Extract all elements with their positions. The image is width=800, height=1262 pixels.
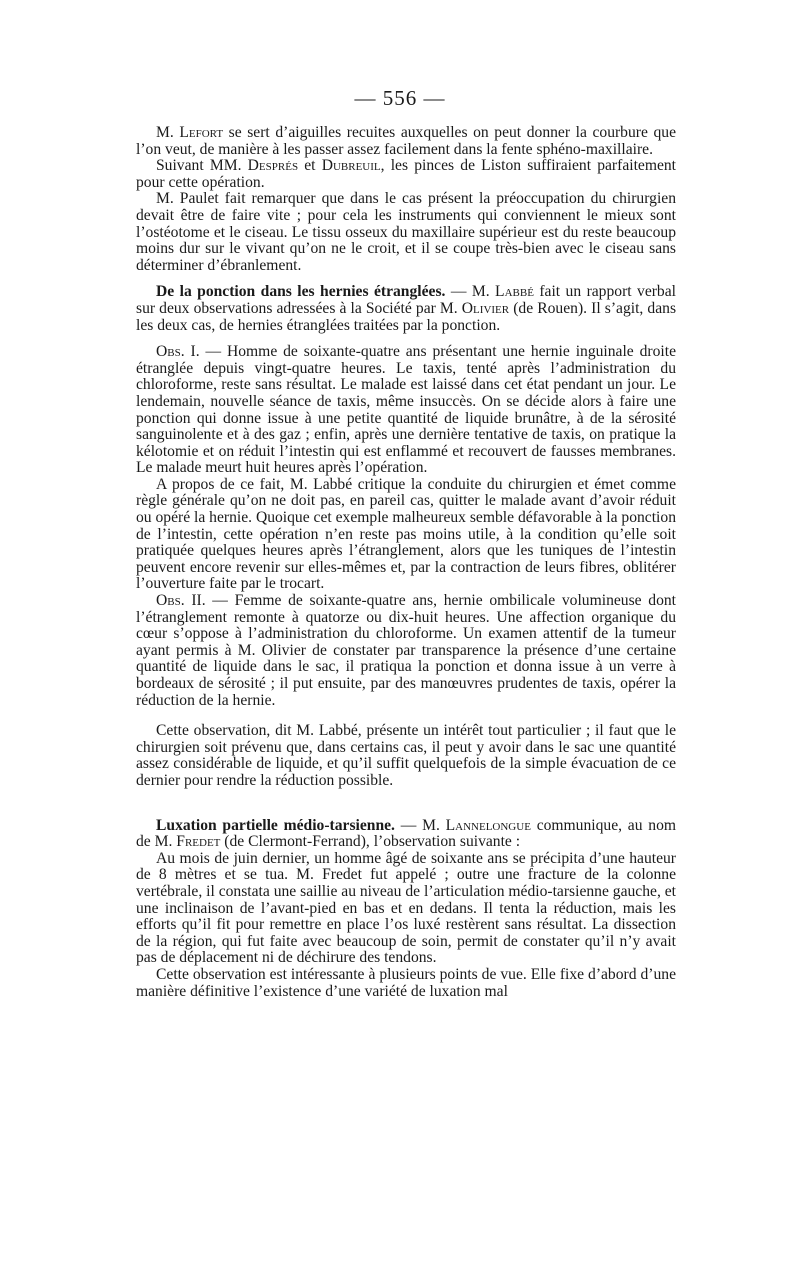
paragraph-labbe-conclusion: Cette observation, dit M. Labbé, présente un intérêt tout particulier ; il faut que le chirurgien soit prévenu que, dans certains cas, il peut y avoir dans le sac une quantité assez considérable de liquide, et qu’il suffit quelquefois de la simple évacuation de ce dernier pour rendre la réduction possible. (136, 722, 676, 789)
surgeon-name: Fredet (176, 833, 221, 851)
text-fragment: — M. (394, 816, 446, 834)
paragraph-labbe-critique: A propos de ce fait, M. Labbé critique la conduite du chirurgien et émet comme règle générale qu’on ne doit pas, en pareil cas, quitter le malade avant d’avoir réduit ou opéré la hernie. Quoique cet exemple malheureux semble défavorable à la ponction de l’intestin, cette opération n’en reste pas moins utile, à la condition qu’elle soit pratiquée quelques heures après l’étranglement, alors que les tuniques de l’intestin peuvent encore revenir sur elles-mêmes et, par la contraction de leurs fibres, oblitérer l’ouverture faite par le trocart. (136, 475, 676, 593)
surgeon-name: Olivier (461, 299, 510, 317)
text-fragment: fait un rapport verbal sur deux observations adressées à la Société par M. (136, 283, 676, 317)
paragraph-obs-1 (136, 344, 676, 477)
surgeon-name: M. Lefort (156, 124, 224, 141)
paragraph-ponction-heading (136, 284, 676, 334)
paragraph-despres-dubreuil (136, 158, 676, 191)
section-title: Luxation partielle médio-tarsienne. (156, 816, 395, 834)
paragraph-obs-2 (136, 593, 676, 709)
paragraph-fredet-case: Au mois de juin dernier, un homme âgé de soixante ans se précipita d’une hauteur de 8 mètres et se tua. M. Fredet fut appelé ; outre une fracture de la colonne vertébrale, il constata une saillie au niveau de l’articulation médio-tarsienne gauche, et une inclinaison de l’avant-pied en bas et en dedans. Il tenta la réduction, mais les efforts qu’il fit pour remettre en place l’os luxé restèrent sans résultat. La dissection de la région, qui fut faite avec beaucoup de soin, permit de constater qu’il n’y avait pas de déplacement ni de déchirure des tendons. (136, 849, 676, 967)
surgeon-name: Lannelongue (445, 816, 531, 834)
surgeon-name: Després (247, 157, 299, 175)
observation-label: Obs. II. (156, 592, 206, 610)
surgeon-name: Labbé (495, 283, 534, 301)
text-fragment: communique, au nom de M. (136, 816, 676, 851)
paragraph-interest: Cette observation est intéressante à plusieurs points de vue. Elle fixe d’abord d’une manière définitive l’existence d’une variété de luxation mal (136, 965, 676, 1000)
paragraph-luxation-heading (136, 818, 676, 851)
text-fragment: (de Rouen). Il s’agit, dans les deux cas, de hernies étranglées traitées par la ponction. (136, 299, 677, 334)
text-fragment: , les pinces de Liston suffiraient parfaitement pour cette opération. (136, 157, 677, 191)
paragraph-text: se sert d’aiguilles recuites auxquelles on peut donner la courbure que l’on veut, de manière à les passer assez facilement dans la fente sphéno-maxillaire. (136, 124, 676, 158)
observation-label: Obs. I. (156, 343, 200, 361)
text-fragment: (de Clermont-Ferrand), l’observation suivante : (220, 833, 521, 851)
text-fragment: — M. (445, 283, 496, 301)
text-column (136, 125, 676, 1000)
text-fragment: et (298, 157, 322, 175)
section-title: De la ponction dans les hernies étranglées. (156, 283, 446, 301)
paragraph-lefort (136, 125, 676, 158)
text-fragment: Suivant MM. (156, 157, 248, 175)
page-number: — 556 — (354, 86, 446, 110)
paragraph-paulet: M. Paulet fait remarquer que dans le cas présent la préoccupation du chirurgien devait être de faire vite ; pour cela les instruments qui conviennent le mieux sont l’ostéotome et le ciseau. Le tissu osseux du maxillaire supérieur est du reste beaucoup moins dur sur le vivant qu’on ne le croit, et il se coupe très-bien avec le ciseau sans déterminer d’ébranlement. (136, 190, 676, 274)
surgeon-name: Dubreuil (321, 157, 381, 175)
paragraph-text: — Homme de soixante-quatre ans présentant une hernie inguinale droite étranglée depuis vingt-quatre heures. Le taxis, tenté après l’administration du chloroforme, reste sans résultat. Le malade est laissé dans cet état pendant un jour. Le lendemain, nouvelle séance de taxis, même insuccès. On se décide alors à faire une ponction qui donne issue à une petite quantité de liquide brunâtre, à de la sérosité sanguinolente et à des gaz ; enfin, après une dernière tentative de taxis, on pratique la kélotomie et on réduit l’intestin qui est enflammé et recouvert de fausses membranes. Le malade meurt huit heures après l’opération. (136, 343, 676, 477)
paragraph-text: — Femme de soixante-quatre ans, hernie ombilicale volumineuse dont l’étranglement remonte à quatorze ou dix-huit heures. Une affection organique du cœur s’oppose à l’administration du chloroforme. Un examen attentif de la tumeur ayant permis à M. Olivier de constater par transparence la présence d’une certaine quantité de liquide dans le sac, il pratiqua la ponction et donna issue à un verre à bordeaux de sérosité ; il put ensuite, par des manœuvres prudentes de taxis, opérer la réduction de la hernie. (136, 592, 676, 709)
